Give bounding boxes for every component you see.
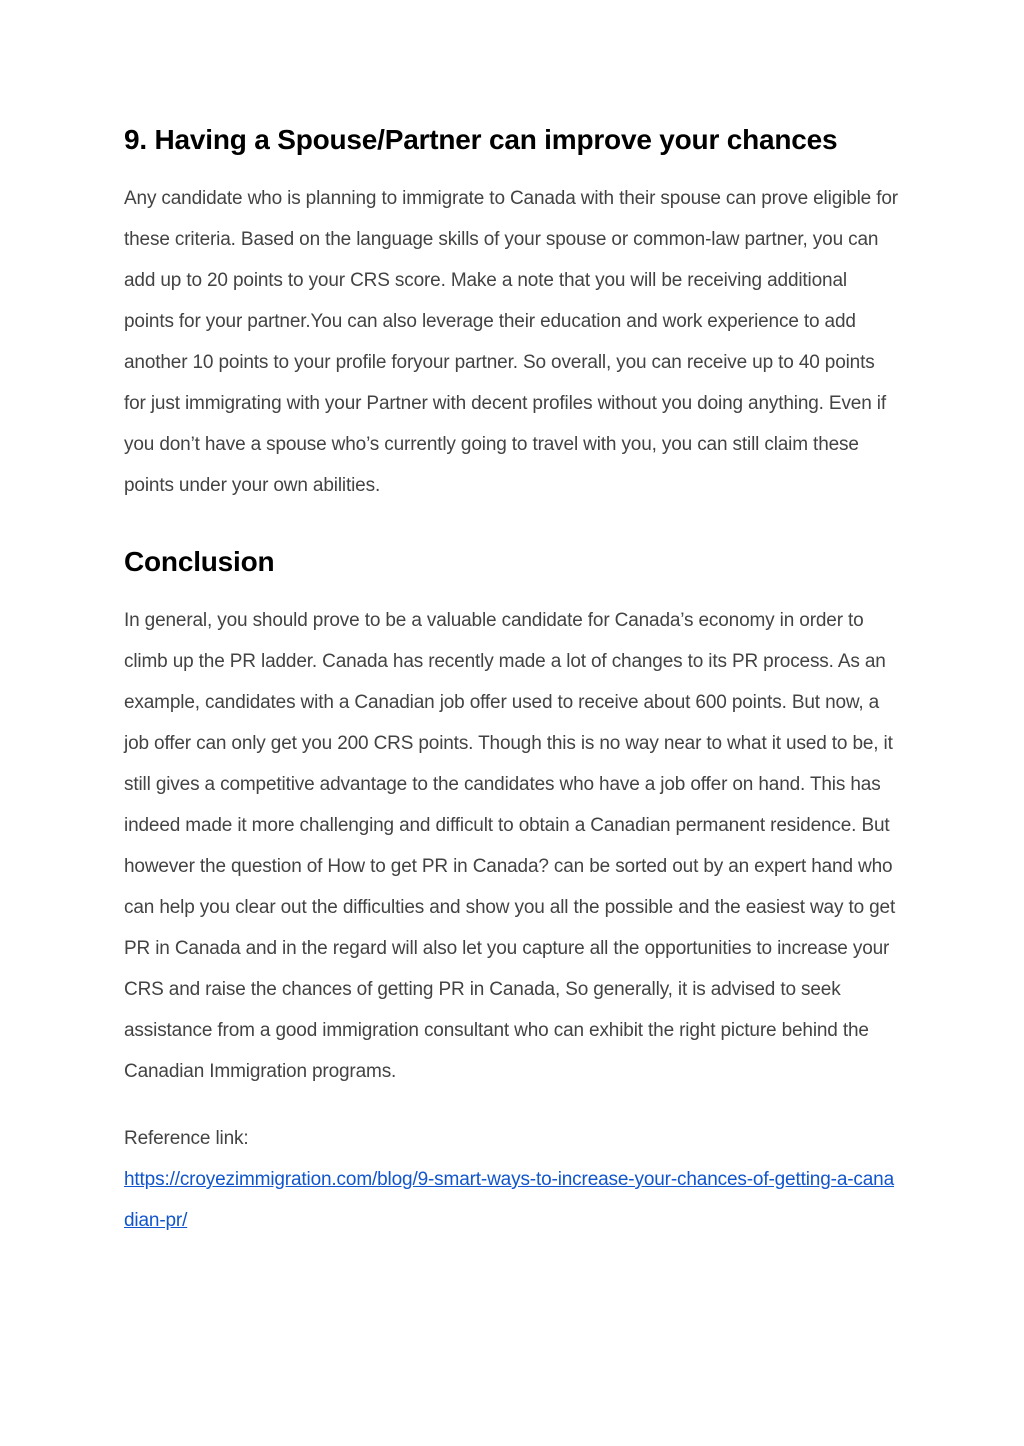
reference-label: Reference link: bbox=[124, 1128, 249, 1149]
section-body-spouse-partner: Any candidate who is planning to immigrate to Canada with their spouse can prove eligible for these criteria. Based on the language skills of your spouse or common-law partner, you can add up to 20 points to your CRS score. Make a note that you will be receiving additional points for your partner.You can also leverage their education and work experience to add another 10 points to your profile foryour partner. So overall, you can receive up to 40 points for just immigrating with your Partner with decent profiles without you doing anything. Even if you don’t have a spouse who’s currently going to travel with you, you can still claim these points under your own abilities. bbox=[124, 188, 898, 496]
section-heading-conclusion: Conclusion bbox=[124, 546, 275, 577]
section-heading-spouse-partner: 9. Having a Spouse/Partner can improve your chances bbox=[124, 124, 838, 155]
reference-block bbox=[124, 1118, 900, 1241]
reference-link[interactable]: https://croyezimmigration.com/blog/9-smart-ways-to-increase-your-chances-of-getting-a-canadian-pr/ bbox=[124, 1169, 895, 1231]
section-body-conclusion: In general, you should prove to be a valuable candidate for Canada’s economy in order to climb up the PR ladder. Canada has recently made a lot of changes to its PR process. As an example, candidates with a Canadian job offer used to receive about 600 points. But now, a job offer can only get you 200 CRS points. Though this is no way near to what it used to be, it still gives a competitive advantage to the candidates who have a job offer on hand. This has indeed made it more challenging and difficult to obtain a Canadian permanent residence. But however the question of How to get PR in Canada? can be sorted out by an expert hand who can help you clear out the difficulties and show you all the possible and the easiest way to get PR in Canada and in the regard will also let you capture all the opportunities to increase your CRS and raise the chances of getting PR in Canada, So generally, it is advised to seek assistance from a good immigration consultant who can exhibit the right picture behind the Canadian Immigration programs. bbox=[124, 610, 896, 1082]
document-page bbox=[124, 118, 900, 1241]
